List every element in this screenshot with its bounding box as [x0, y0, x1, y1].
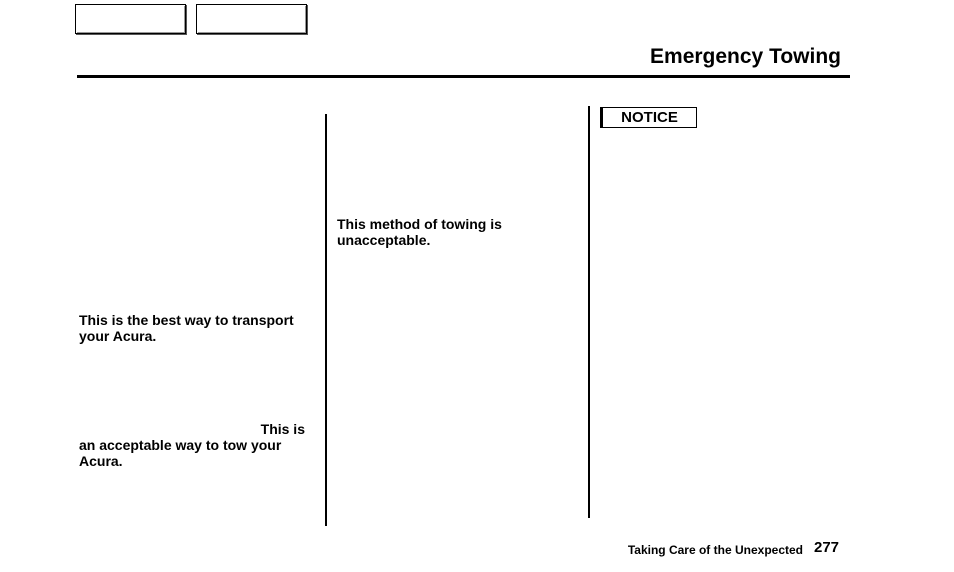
notice-label: NOTICE	[600, 107, 697, 128]
page-number: 277	[814, 539, 840, 556]
next-page-button[interactable]	[196, 4, 307, 34]
wheel-lift-line-rest: an acceptable way to tow your Acura.	[79, 437, 282, 469]
sling-paragraph: This method of towing is unacceptable.	[337, 216, 502, 248]
wheel-lift-line-1: This is	[260, 421, 305, 437]
page-title: Emergency Towing	[650, 45, 841, 68]
wheel-lift-paragraph	[79, 421, 319, 469]
column-divider-right	[588, 106, 590, 518]
footer-section-title: Taking Care of the Unexpected	[627, 543, 803, 557]
title-divider	[77, 75, 850, 78]
column-divider-left	[325, 114, 327, 526]
flatbed-paragraph: This is the best way to transport your Acura.	[79, 312, 294, 344]
previous-page-button[interactable]	[75, 4, 186, 34]
